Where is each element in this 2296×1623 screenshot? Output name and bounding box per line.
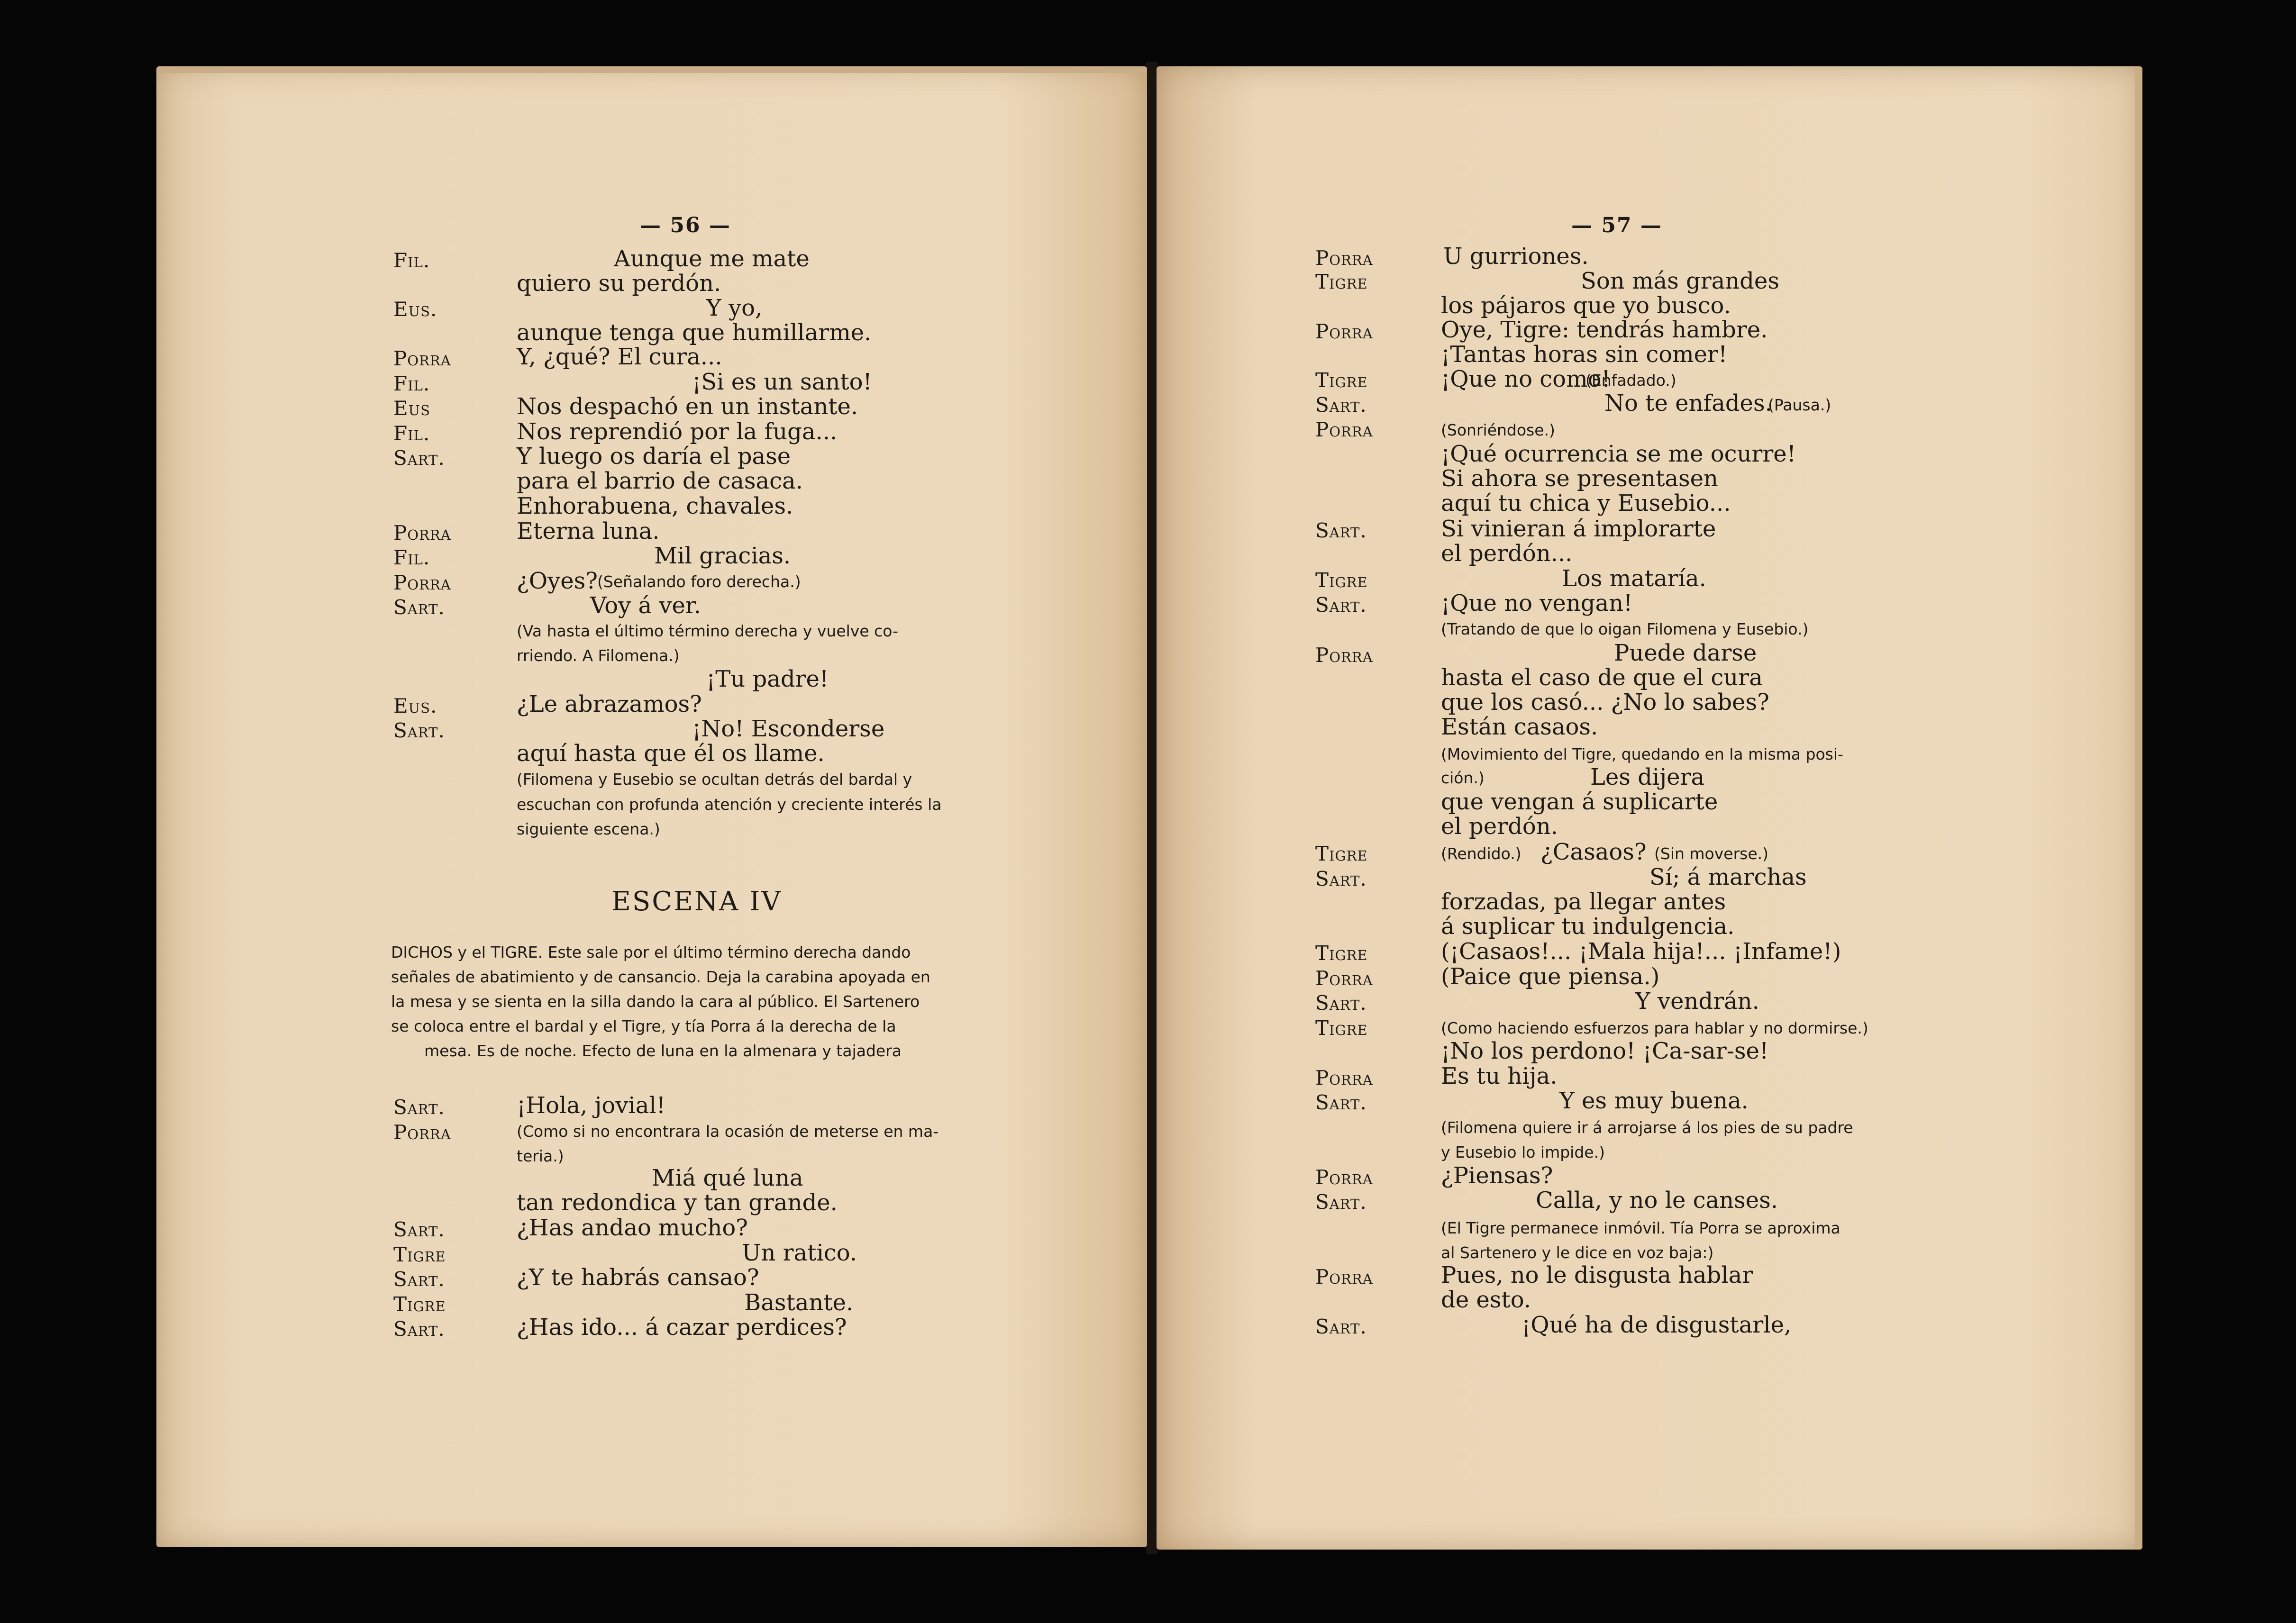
speaker: Sart. [1315, 519, 1367, 542]
verse-line: Calla, y no le canses. [1536, 1187, 1778, 1214]
verse-line: hasta el caso de que el cura [1441, 664, 1763, 691]
speaker: Porra [1315, 1265, 1373, 1288]
verse-line: ¡Que no como! [1441, 366, 1611, 392]
verse-line: ¿Casaos? [1540, 839, 1647, 865]
verse-line: Es tu hija. [1441, 1063, 1558, 1089]
verse-line: Están casaos. [1441, 714, 1598, 740]
right-page [1157, 66, 2142, 1550]
verse-line: Los mataría. [1562, 565, 1706, 592]
verse-line: Eterna luna. [517, 518, 660, 544]
verse-line: aunque tenga que humillarme. [517, 319, 872, 346]
speaker: Tigre [1315, 942, 1368, 965]
page-number: — 56 — [640, 213, 731, 237]
verse-line: Y luego os daría el pase [517, 443, 791, 470]
verse-line: ¿Oyes? [517, 568, 598, 594]
stage-direction: (Movimiento del Tigre, quedando en la misma posi- [1441, 745, 1843, 763]
verse-line: Mil gracias. [654, 543, 791, 569]
speaker: Sart. [1315, 593, 1367, 617]
verse-line: forzadas, pa llegar antes [1441, 889, 1726, 915]
verse-line: quiero su perdón. [517, 270, 721, 297]
verse-line: Si ahora se presentasen [1441, 465, 1718, 492]
verse-line: los pájaros que yo busco. [1441, 292, 1731, 319]
verse-line: Sí; á marchas [1649, 864, 1807, 890]
speaker: Fil. [393, 546, 430, 569]
speaker: Porra [1315, 246, 1373, 270]
stage-direction: y Eusebio lo impide.) [1441, 1143, 1605, 1161]
verse-line: Y, ¿qué? El cura... [517, 344, 722, 370]
stage-direction: rriendo. A Filomena.) [517, 646, 680, 665]
left-page [156, 66, 1147, 1547]
verse-line: que vengan á suplicarte [1441, 789, 1718, 815]
verse-line: ¿Has ido... á cazar perdices? [517, 1314, 847, 1341]
verse-line: ¡Qué ha de disgustarle, [1522, 1312, 1792, 1338]
speaker: Sart. [1315, 1315, 1367, 1338]
stage-direction: (El Tigre permanece inmóvil. Tía Porra se aproxima [1441, 1219, 1840, 1237]
verse-line: Oye, Tigre: tendrás hambre. [1441, 317, 1768, 343]
stage-direction: (Señalando foro derecha.) [597, 572, 801, 591]
verse-line: ¿Y te habrás cansao? [517, 1264, 759, 1291]
speaker: Porra [393, 347, 451, 370]
stage-direction: (Rendido.) [1441, 844, 1522, 863]
verse-line: Nos reprendió por la fuga... [517, 418, 838, 445]
verse-line: Puede darse [1614, 640, 1757, 666]
verse-line: que los casó... ¿No lo sabes? [1441, 689, 1769, 716]
verse-line: aquí hasta que él os llame. [517, 740, 825, 767]
speaker: Eus. [393, 298, 437, 321]
stage-direction: (Enfadado.) [1585, 371, 1676, 390]
speaker: Porra [1315, 1066, 1373, 1089]
speaker: Sart. [393, 1317, 445, 1341]
verse-line: á suplicar tu indulgencia. [1441, 913, 1735, 940]
speaker: Porra [1315, 418, 1373, 441]
speaker: Tigre [393, 1243, 446, 1266]
verse-line: Y vendrán. [1635, 988, 1759, 1015]
stage-direction: (Va hasta el último término derecha y vuelve co- [517, 622, 898, 640]
speaker: Porra [1315, 1166, 1373, 1189]
verse-line: Un ratico. [742, 1240, 857, 1266]
stage-direction: (Como haciendo esfuerzos para hablar y no dormirse.) [1441, 1019, 1868, 1037]
verse-line: U gurriones. [1443, 243, 1589, 270]
speaker: Fil. [393, 422, 430, 445]
speaker: Porra [1315, 320, 1373, 343]
speaker: Tigre [1315, 270, 1368, 293]
verse-line: ¡Hola, jovial! [517, 1092, 666, 1119]
speaker: Porra [393, 521, 451, 544]
verse-line: (¡Casaos!... ¡Mala hija!... ¡Infame!) [1441, 938, 1841, 965]
speaker: Eus. [393, 694, 437, 717]
stage-direction: siguiente escena.) [517, 820, 660, 838]
book-spine [1146, 62, 1157, 1554]
verse-line: Bastante. [744, 1289, 854, 1316]
stage-direction: (Filomena y Eusebio se ocultan detrás del bardal y [517, 770, 912, 789]
scene-description: DICHOS y el TIGRE. Este sale por el último término derecha dando [391, 943, 911, 961]
speaker: Porra [393, 571, 451, 594]
verse-line: (Paice que piensa.) [1441, 963, 1660, 990]
verse-line: ¡No los perdono! ¡Ca-sar-se! [1441, 1038, 1769, 1064]
verse-line: ¡Qué ocurrencia se me ocurre! [1441, 441, 1796, 467]
verse-line: ¿Piensas? [1441, 1162, 1553, 1189]
speaker: Sart. [393, 596, 445, 619]
verse-line: Y es muy buena. [1559, 1088, 1749, 1114]
stage-direction: (Sonriéndose.) [1441, 421, 1555, 439]
speaker: Tigre [1315, 1016, 1368, 1040]
verse-line: ¡Tu padre! [706, 666, 829, 692]
speaker: Porra [393, 1121, 451, 1144]
verse-line: Les dijera [1590, 764, 1705, 790]
verse-line: ¿Has andao mucho? [517, 1215, 748, 1241]
speaker: Tigre [1315, 569, 1368, 592]
speaker: Sart. [393, 1218, 445, 1241]
page-edge [2135, 66, 2142, 1550]
speaker: Sart. [393, 1096, 445, 1119]
scene-description: la mesa y se sienta en la silla dando la cara al público. El Sartenero [391, 992, 920, 1011]
scene-description: se coloca entre el bardal y el Tigre, y tía Porra á la derecha de la [391, 1017, 896, 1035]
verse-line: Enhorabuena, chavales. [517, 493, 793, 519]
speaker: Porra [1315, 644, 1373, 667]
verse-line: ¡Que no vengan! [1441, 590, 1633, 617]
speaker: Tigre [393, 1293, 446, 1316]
speaker: Sart. [393, 1268, 445, 1291]
verse-line: ¡Tantas horas sin comer! [1441, 341, 1728, 368]
verse-line: el perdón. [1441, 813, 1558, 840]
page-edge [156, 66, 1147, 73]
verse-line: aquí tu chica y Eusebio... [1441, 490, 1731, 517]
speaker: Sart. [393, 719, 445, 742]
stage-direction: (Sin moverse.) [1654, 844, 1768, 863]
speaker: Porra [1315, 967, 1373, 990]
verse-line: No te enfades. [1604, 390, 1772, 417]
speaker: Sart. [1315, 1091, 1367, 1114]
stage-direction: escuchan con profunda atención y creciente interés la [517, 795, 942, 814]
speaker: Fil. [393, 249, 430, 272]
stage-direction: (Filomena quiere ir á arrojarse á los pies de su padre [1441, 1118, 1853, 1137]
verse-line: Son más grandes [1581, 268, 1779, 294]
speaker: Eus [393, 397, 430, 420]
stage-direction: teria.) [517, 1147, 564, 1165]
speaker: Fil. [393, 372, 430, 395]
verse-line: Nos despachó en un instante. [517, 393, 858, 420]
verse-line: ¡No! Esconderse [692, 716, 885, 742]
verse-line: para el barrio de casaca. [517, 468, 803, 494]
verse-line: Voy á ver. [590, 592, 701, 619]
verse-line: tan redondica y tan grande. [517, 1189, 838, 1216]
stage-direction: al Sartenero y le dice en voz baja:) [1441, 1243, 1714, 1262]
stage-direction: (Tratando de que lo oigan Filomena y Eusebio.) [1441, 620, 1809, 638]
speaker: Sart. [1315, 867, 1367, 890]
speaker: Sart. [1315, 393, 1367, 417]
verse-line: ¿Le abrazamos? [517, 691, 702, 717]
scene-heading: ESCENA IV [611, 886, 782, 917]
scene-description: mesa. Es de noche. Efecto de luna en la almenara y tajadera [424, 1042, 902, 1060]
speaker: Tigre [1315, 369, 1368, 392]
verse-line: Miá qué luna [652, 1165, 803, 1191]
stage-direction: (Pausa.) [1768, 396, 1831, 414]
verse-line: Aunque me mate [614, 245, 810, 272]
verse-line: Pues, no le disgusta hablar [1441, 1262, 1753, 1288]
verse-line: ¡Si es un santo! [692, 369, 872, 395]
verse-line: el perdón... [1441, 540, 1573, 567]
stage-direction: (Como si no encontrara la ocasión de meterse en ma- [517, 1122, 939, 1141]
verse-line: de esto. [1441, 1287, 1531, 1313]
scene-description: señales de abatimiento y de cansancio. Deja la carabina apoyada en [391, 968, 930, 986]
page-number: — 57 — [1571, 213, 1662, 237]
verse-line: Y yo, [706, 295, 763, 321]
speaker: Sart. [1315, 991, 1367, 1015]
verse-line: Si vinieran á implorarte [1441, 516, 1716, 542]
speaker: Sart. [393, 446, 445, 470]
speaker: Tigre [1315, 842, 1368, 865]
speaker: Sart. [1315, 1190, 1367, 1214]
stage-direction: ción.) [1441, 769, 1485, 787]
